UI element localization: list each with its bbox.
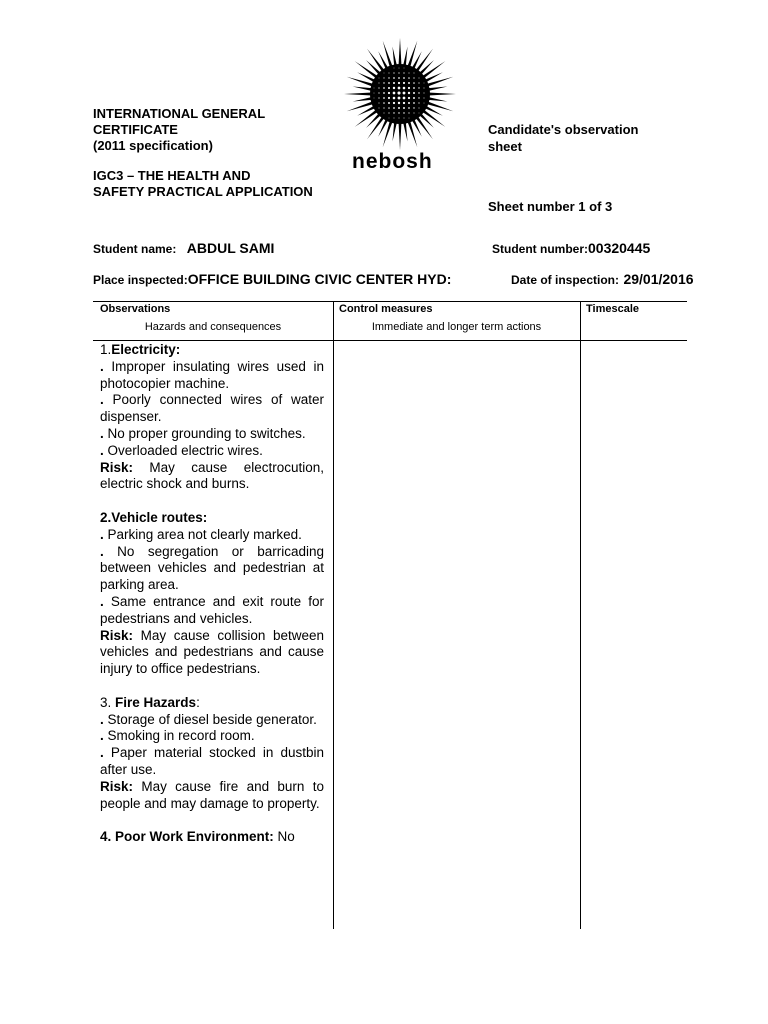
date-row [511, 271, 694, 289]
bullet: . [100, 425, 104, 441]
risk-text: May cause electrocution, electric shock and burns. [100, 459, 324, 492]
bullet: . [100, 442, 104, 458]
observation-vehicle-routes [100, 510, 324, 678]
obs-number: 3. [100, 694, 116, 710]
bullet: . [100, 392, 104, 408]
observation-electricity [100, 342, 324, 493]
inspection-date: 29/01/2016 [623, 271, 694, 287]
observations-subheader: Hazards and consequences [144, 321, 282, 333]
student-number-label: Student number: [492, 242, 588, 256]
certificate-spec: (2011 specification) [93, 138, 213, 153]
observation-fire-hazards [100, 695, 324, 813]
column-divider-1 [333, 301, 334, 929]
sheet-title-line1: Candidate's observation [488, 122, 639, 137]
obs-item: Overloaded electric wires. [107, 442, 263, 458]
obs-item: Improper insulating wires used in photocopier machine. [100, 358, 324, 391]
place-inspected: OFFICE BUILDING CIVIC CENTER HYD: [187, 271, 452, 287]
risk-label: Risk: [100, 627, 134, 643]
control-measures-header: Control measures [339, 303, 433, 315]
timescale-header: Timescale [586, 303, 640, 315]
obs-item: No segregation or barricading between vehicles and pedestrian at parking area. [100, 543, 324, 593]
certificate-header [93, 106, 313, 200]
observation-work-environment [100, 829, 324, 846]
obs-item: Parking area not clearly marked. [107, 526, 302, 542]
sheet-title [488, 121, 638, 155]
obs-item: No [277, 829, 295, 845]
bullet: . [100, 711, 104, 727]
unit-title-line2: SAFETY PRACTICAL APPLICATION [93, 184, 313, 199]
certificate-title-line1: INTERNATIONAL GENERAL [93, 106, 266, 121]
risk-text: May cause collision between vehicles and pedestrians and cause injury to office pedestrians. [100, 627, 324, 677]
student-name: ABDUL SAMI [186, 240, 275, 256]
obs-item: No proper grounding to switches. [107, 425, 306, 441]
table-top-border [93, 301, 687, 302]
observations-header: Observations [100, 303, 171, 315]
place-label: Place inspected: [93, 273, 188, 287]
obs-item: Storage of diesel beside generator. [107, 711, 317, 727]
certificate-title-line2: CERTIFICATE [93, 122, 178, 137]
column-divider-2 [580, 301, 581, 929]
student-number: 00320445 [588, 240, 651, 256]
obs-number: 1. [100, 342, 112, 357]
obs-item: Paper material stocked in dustbin after use. [100, 745, 324, 777]
obs-item: Same entrance and exit route for pedestrians and vehicles. [100, 593, 324, 626]
logo-wordmark: nebosh [352, 150, 433, 173]
risk-text: May cause fire and burn to people and may damage to property. [100, 778, 324, 811]
place-row [93, 271, 451, 289]
obs-heading-suffix: : [196, 694, 200, 710]
obs-item: Poorly connected wires of water dispenser. [100, 392, 324, 425]
student-name-row [93, 240, 274, 258]
obs-heading: Fire Hazards [115, 694, 197, 710]
table-header-divider [93, 340, 687, 341]
obs-item: Smoking in record room. [107, 728, 255, 744]
bullet: . [100, 543, 104, 559]
obs-heading: 2.Vehicle routes: [100, 509, 208, 525]
date-label: Date of inspection: [511, 273, 620, 287]
bullet: . [100, 728, 104, 744]
obs-heading: 4. Poor Work Environment: [100, 829, 274, 845]
sheet-title-line2: sheet [488, 139, 522, 154]
obs-heading: Electricity: [111, 342, 181, 357]
risk-label: Risk: [100, 778, 134, 794]
sheet-number: Sheet number 1 of 3 [488, 199, 613, 214]
control-measures-subheader: Immediate and longer term actions [371, 321, 542, 333]
observations-column [100, 342, 324, 846]
bullet: . [100, 745, 104, 761]
nebosh-logo-icon [340, 38, 460, 158]
bullet: . [100, 593, 104, 609]
student-number-row [492, 240, 650, 258]
unit-title-line1: IGC3 – THE HEALTH AND [93, 168, 251, 183]
bullet: . [100, 358, 104, 374]
student-name-label: Student name: [93, 242, 177, 256]
risk-label: Risk: [100, 459, 134, 475]
bullet: . [100, 526, 104, 542]
